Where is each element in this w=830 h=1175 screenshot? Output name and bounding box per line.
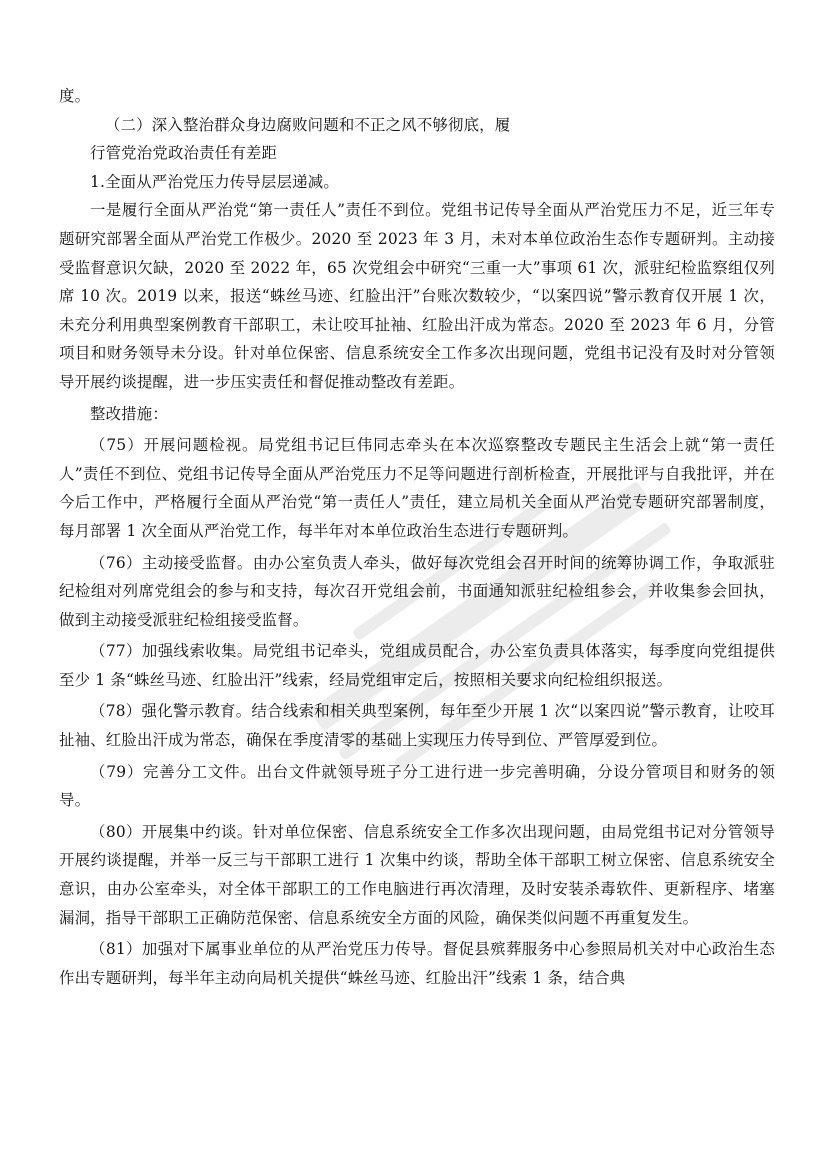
- measures-title: 整改措施：: [90, 404, 168, 423]
- subheading: 1.全面从严治党压力传导层层递减。: [90, 172, 339, 191]
- measure-77: （77）加强线索收集。局党组书记牵头，党组成员配合，办公室负责具体落实，每季度向党组提供至少 1 条“蛛丝马迹、红脸出汗”线索，经局党组审定后，按照相关要求向纪检组织报送。: [59, 642, 775, 689]
- paragraph-continuation: 度。: [59, 87, 91, 105]
- measure-81: （81）加强对下属事业单位的从严治党压力传导。督促县殡葬服务中心参照局机关对中心政治生态作出专题研判，每半年主动向局机关提供“蛛丝马迹、红脸出汗”线索 1 条，结合典: [59, 940, 775, 987]
- paragraph-problem: 一是履行全面从严治党“第一责任人”责任不到位。党组书记传导全面从严治党压力不足，近三年专题研究部署全面从严治党工作极少。2020 至 2023 年 3 月，未对本单位政治生态作专题研判。主动接受监督意识欠缺，2020 至 2022 年，65 次党组会中研究“三重一大”事项 61 次，派驻纪检监察组仅列席 10 次。2019 以来，报送“蛛丝马迹、红脸出汗”台账次数较少，“以案四说”警示教育仅开展 1 次，未充分利用典型案例教育干部职工，未让咬耳扯袖、红脸出汗成为常态。2020 至 2023 年 6 月，分管项目和财务领导未分设。针对单位保密、信息系统安全工作多次出现问题，党组书记没有及时对分管领导开展约谈提醒，进一步压实责任和督促推动整改有差距。: [59, 201, 775, 391]
- measure-80: （80）开展集中约谈。针对单位保密、信息系统安全工作多次出现问题，由局党组书记对分管领导开展约谈提醒，并举一反三与干部职工进行 1 次集中约谈，帮助全体干部职工树立保密、信息系统安全意识，由办公室牵头，对全体干部职工的工作电脑进行再次清理，及时安装杀毒软件、更新程序、堵塞漏洞，指导干部职工正确防范保密、信息系统安全方面的风险，确保类似问题不再重复发生。: [59, 822, 775, 927]
- section-heading-line2: 行管党治党政治责任有差距: [90, 144, 278, 163]
- section-heading-line1: （二）深入整治群众身边腐败问题和不正之风不够彻底，履: [105, 115, 511, 134]
- measure-78: （78）强化警示教育。结合线索和相关典型案例，每年至少开展 1 次“以案四说”警示教育，让咬耳扯袖、红脸出汗成为常态，确保在季度清零的基础上实现压力传导到位、严管厚爱到位。: [59, 702, 775, 750]
- document-body: [59, 82, 775, 992]
- measure-76: （76）主动接受监督。由办公室负责人牵头，做好每次党组会召开时间的统筹协调工作，争取派驻纪检组对列席党组会的参与和支持，每次召开党组会前，书面通知派驻纪检组参会，并收集参会回执，做到主动接受派驻纪检组接受监督。: [59, 553, 775, 629]
- measure-75: （75）开展问题检视。局党组书记巨伟同志牵头在本次巡察整改专题民主生活会上就“第一责任人”责任不到位、党组书记传导全面从严治党压力不足等问题进行剖析检查，开展批评与自我批评，并在今后工作中，严格履行全面从严治党“第一责任人”责任，建立局机关全面从严治党专题研究部署制度，每月部署 1 次全面从严治党工作，每半年对本单位政治生态进行专题研判。: [59, 436, 775, 540]
- measure-79: （79）完善分工文件。出台文件就领导班子分工进行进一步完善明确，分设分管项目和财务的领导。: [59, 762, 775, 810]
